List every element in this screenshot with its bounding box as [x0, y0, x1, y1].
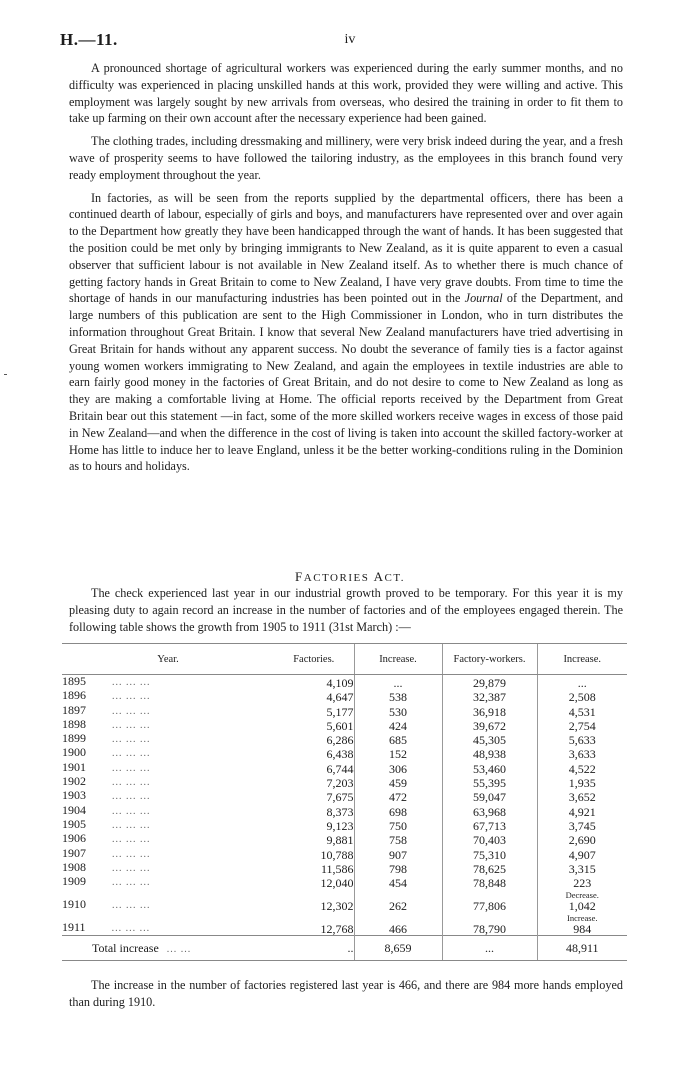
leader-dots: ... ... ...: [112, 834, 151, 846]
leader-dots: ... ... ...: [112, 762, 151, 774]
total-factories-increase-cell: 8,659: [354, 936, 442, 961]
workers-increase-cell: [537, 746, 627, 760]
workers-cell: 45,305: [442, 732, 537, 746]
workers-increase-value: 3,745: [568, 818, 596, 833]
leader-dots: ... ... ...: [112, 819, 151, 831]
intro-text: [69, 60, 623, 481]
table-row: [62, 861, 627, 875]
year-cell: [62, 704, 274, 718]
leader-dots: ... ...: [166, 943, 192, 955]
factories-cell: 7,203: [326, 776, 354, 791]
workers-increase-cell: [537, 689, 627, 703]
factories-table: [62, 643, 627, 961]
table-row: [62, 689, 627, 703]
table-row: [62, 761, 627, 775]
year-value: 1907: [62, 845, 86, 860]
year-cell: [62, 875, 274, 889]
workers-increase-cell: [537, 732, 627, 746]
paragraph: The clothing trades, including dressmaking and millinery, were very brisk indeed during the year, and a fresh wave of prosperity seems to have followed the tailoring industry, as the employees in this branch found very ready employment throughout the year.: [69, 134, 623, 182]
factories-cell: 9,881: [326, 833, 354, 848]
workers-increase-value: 4,921: [568, 804, 596, 819]
factories-increase-cell: 758: [354, 832, 442, 846]
total-workers-cell: ...: [442, 936, 537, 961]
table-row: [62, 847, 627, 861]
factories-cell: 7,675: [326, 790, 354, 805]
table-row: [62, 675, 627, 690]
workers-cell: 75,310: [442, 847, 537, 861]
leader-dots: ... ... ...: [112, 719, 151, 731]
leader-dots: ... ... ...: [112, 734, 151, 746]
table-row: [62, 704, 627, 718]
workers-cell: 32,387: [442, 689, 537, 703]
year-value: 1911: [62, 920, 86, 935]
year-value: 1910: [62, 897, 86, 912]
workers-increase-value: 1,042: [568, 899, 596, 914]
factories-cell: 10,788: [320, 847, 354, 862]
year-cell: [62, 832, 274, 846]
workers-cell: 67,713: [442, 818, 537, 832]
factories-increase-cell: 454: [354, 875, 442, 889]
workers-increase-cell: [537, 761, 627, 775]
year-value: 1905: [62, 816, 86, 831]
year-value: 1906: [62, 831, 86, 846]
workers-increase-value: 2,754: [568, 718, 596, 733]
workers-cell: 78,848: [442, 875, 537, 889]
factories-increase-cell: 530: [354, 704, 442, 718]
factories-increase-cell: 798: [354, 861, 442, 875]
workers-cell: 77,806: [442, 889, 537, 912]
workers-cell: 78,790: [442, 912, 537, 936]
workers-increase-value: 4,522: [568, 761, 596, 776]
year-value: 1900: [62, 745, 86, 760]
workers-increase-cell: [537, 861, 627, 875]
leader-dots: ... ... ...: [112, 705, 151, 717]
workers-cell: 55,395: [442, 775, 537, 789]
total-row: [62, 936, 627, 961]
year-cell: [62, 718, 274, 732]
paragraph: The check experienced last year in our industrial growth proved to be temporary. For this year it is my pleasing duty to again record an increase in the number of factories and of the employees engaged therein. The following table shows the growth from 1905 to 1911 (31st March) :—: [69, 586, 623, 634]
factories-increase-cell: ...: [354, 675, 442, 690]
leader-dots: ... ... ...: [112, 691, 151, 703]
leader-dots: ... ... ...: [112, 900, 151, 912]
year-value: 1898: [62, 716, 86, 731]
factories-cell: 12,040: [320, 876, 354, 891]
leader-dots: ... ... ...: [112, 777, 151, 789]
year-value: 1899: [62, 731, 86, 746]
year-value: 1902: [62, 774, 86, 789]
year-value: 1903: [62, 788, 86, 803]
workers-increase-cell: [537, 775, 627, 789]
workers-increase-cell: [537, 875, 627, 889]
year-cell: [62, 689, 274, 703]
workers-increase-value: 223: [573, 876, 592, 891]
workers-increase-cell: [537, 804, 627, 818]
workers-cell: 53,460: [442, 761, 537, 775]
factories-increase-cell: 152: [354, 746, 442, 760]
workers-increase-value: 984: [573, 922, 592, 937]
year-cell: [62, 746, 274, 760]
workers-cell: 39,672: [442, 718, 537, 732]
factories-increase-cell: 685: [354, 732, 442, 746]
year-cell: [62, 761, 274, 775]
workers-increase-value: 4,907: [568, 847, 596, 862]
total-factories-cell: ..: [274, 936, 354, 961]
factories-cell: 5,177: [326, 704, 354, 719]
table-row: [62, 832, 627, 846]
factories-increase-cell: 907: [354, 847, 442, 861]
workers-cell: 59,047: [442, 789, 537, 803]
year-cell: [62, 675, 274, 690]
paragraph: A pronounced shortage of agricultural workers was experienced during the early summer months, and no difficulty was experienced in placing unskilled hands at this work, provided they were willing and active. This employment was largely sought by new arrivals from overseas, who desired the training in order to fit them to take up farming on their own account after the necessary experience had been gained.: [69, 61, 623, 126]
document-reference: H.—11.: [60, 30, 118, 49]
factories-cell: 4,647: [326, 690, 354, 705]
margin-mark: [4, 374, 7, 375]
year-cell: [62, 889, 274, 912]
workers-increase-cell: [537, 789, 627, 803]
table-row: [62, 804, 627, 818]
factories-cell: 12,302: [320, 899, 354, 914]
year-value: 1897: [62, 702, 86, 717]
total-label: Total increase: [92, 940, 159, 955]
table-row: [62, 789, 627, 803]
change-label: Decrease.: [565, 890, 599, 901]
workers-increase-cell: [537, 889, 627, 912]
page-number: iv: [344, 32, 356, 47]
leader-dots: ... ... ...: [112, 848, 151, 860]
workers-increase-value: 5,633: [568, 733, 596, 748]
leader-dots: ... ... ...: [112, 791, 151, 803]
factories-increase-cell: 750: [354, 818, 442, 832]
year-value: 1908: [62, 859, 86, 874]
factories-increase-cell: 466: [354, 912, 442, 936]
table-row: [62, 818, 627, 832]
workers-increase-cell: [537, 675, 627, 690]
leader-dots: ... ... ...: [112, 677, 151, 688]
year-cell: [62, 732, 274, 746]
workers-increase-cell: [537, 847, 627, 861]
leader-dots: ... ... ...: [112, 877, 151, 889]
workers-increase-value: 3,633: [568, 747, 596, 762]
workers-cell: 29,879: [442, 675, 537, 690]
year-cell: [62, 775, 274, 789]
factories-increase-cell: 306: [354, 761, 442, 775]
factories-cell: 4,109: [326, 676, 354, 690]
year-value: 1895: [62, 674, 86, 688]
workers-increase-value: ...: [577, 676, 587, 690]
column-header-increase: Increase.: [354, 644, 442, 675]
year-cell: [62, 789, 274, 803]
table-row: [62, 912, 627, 936]
year-cell: [62, 804, 274, 818]
workers-increase-value: 1,935: [568, 776, 596, 791]
workers-increase-value: 2,690: [568, 833, 596, 848]
column-header-workers-increase: Increase.: [537, 644, 627, 675]
factories-increase-cell: 538: [354, 689, 442, 703]
closing-text: [69, 977, 623, 1011]
table-row: [62, 718, 627, 732]
table-row: [62, 746, 627, 760]
factories-increase-cell: 459: [354, 775, 442, 789]
workers-increase-cell: [537, 718, 627, 732]
workers-increase-value: 3,315: [568, 861, 596, 876]
year-value: 1909: [62, 874, 86, 889]
table-row: [62, 889, 627, 912]
factories-increase-cell: 262: [354, 889, 442, 912]
journal-title: Journal: [464, 291, 503, 306]
workers-cell: 70,403: [442, 832, 537, 846]
column-header-factories: Factories.: [274, 644, 354, 675]
workers-increase-cell: [537, 818, 627, 832]
workers-increase-cell: [537, 704, 627, 718]
factories-cell: 5,601: [326, 718, 354, 733]
factories-cell: 12,768: [320, 922, 354, 937]
column-header-year: Year.: [62, 644, 274, 675]
factories-cell: 6,744: [326, 761, 354, 776]
year-cell: [62, 847, 274, 861]
section-title: FACTORIES ACT.: [295, 569, 405, 584]
factories-cell: 11,586: [320, 861, 354, 876]
workers-increase-value: 4,531: [568, 704, 596, 719]
section-intro: [69, 585, 623, 641]
year-cell: [62, 818, 274, 832]
change-label: Increase.: [567, 913, 598, 924]
factories-cell: 9,123: [326, 818, 354, 833]
workers-cell: 48,938: [442, 746, 537, 760]
workers-cell: 63,968: [442, 804, 537, 818]
year-value: 1896: [62, 688, 86, 703]
workers-increase-cell: [537, 832, 627, 846]
year-cell: [62, 912, 274, 936]
total-workers-increase-cell: 48,911: [537, 936, 627, 961]
factories-increase-cell: 698: [354, 804, 442, 818]
factories-increase-cell: 424: [354, 718, 442, 732]
total-label-cell: [62, 936, 274, 961]
leader-dots: ... ... ...: [112, 748, 151, 760]
table-row: [62, 732, 627, 746]
year-value: 1901: [62, 759, 86, 774]
paragraph: The increase in the number of factories registered last year is 466, and there are 984 more hands employed than during 1910.: [69, 978, 623, 1009]
workers-cell: 78,625: [442, 861, 537, 875]
table-row: [62, 875, 627, 889]
leader-dots: ... ... ...: [112, 862, 151, 874]
factories-increase-cell: 472: [354, 789, 442, 803]
table-row: [62, 775, 627, 789]
factories-cell: 6,438: [326, 747, 354, 762]
factories-cell: 8,373: [326, 804, 354, 819]
leader-dots: ... ... ...: [112, 805, 151, 817]
column-header-factory-workers: Factory-workers.: [442, 644, 537, 675]
leader-dots: ... ... ...: [111, 923, 151, 935]
workers-cell: 36,918: [442, 704, 537, 718]
paragraph: In factories, as will be seen from the reports supplied by the departmental officers, there has been a continued dearth of labour, especially of girls and boys, and manufacturers have represented over and over again to the Department how greatly they have been handicapped through the want of hands. It has been suggested that the position could be met only by bringing immigrants to New Zealand, as it is quite apparent to even a casual observer that sufficient labour is not available in New Zealand itself. As to whether there is much chance of getting factory hands in Great Britain to come to New Zealand, I have very grave doubts. From time to time the shortage of hands in our manufacturing industries has been pointed out in the Journal of the Department, and large numbers of this publication are sent to the High Commissioner in London, who in turn distributes the information throughout Great Britain. I know that several New Zealand manufacturers have tried advertising in Great Britain for hands without any apparent success. No doubt the severance of family ties is a factor against young women workers immigrating to New Zealand, and again the employees in textile industries are able to earn fairly good money in the factories of Great Britain, and do not desire to come to New Zealand as long as they are making a comfortable living at Home. The official reports received by the Department from Great Britain bear out this statement —in fact, some of the more skilled workers receive wages in excess of those paid in New Zealand—and when the difference in the cost of living is taken into account the skilled factory-worker at Home has little to induce her to leave England, unless it be the better working-conditions ruling in the Dominion as to hours and holidays.: [69, 190, 623, 474]
year-value: 1904: [62, 802, 86, 817]
year-cell: [62, 861, 274, 875]
factories-cell: 6,286: [326, 733, 354, 748]
workers-increase-value: 3,652: [568, 790, 596, 805]
workers-increase-cell: [537, 912, 627, 936]
workers-increase-value: 2,508: [568, 690, 596, 705]
table-body: [62, 675, 627, 961]
